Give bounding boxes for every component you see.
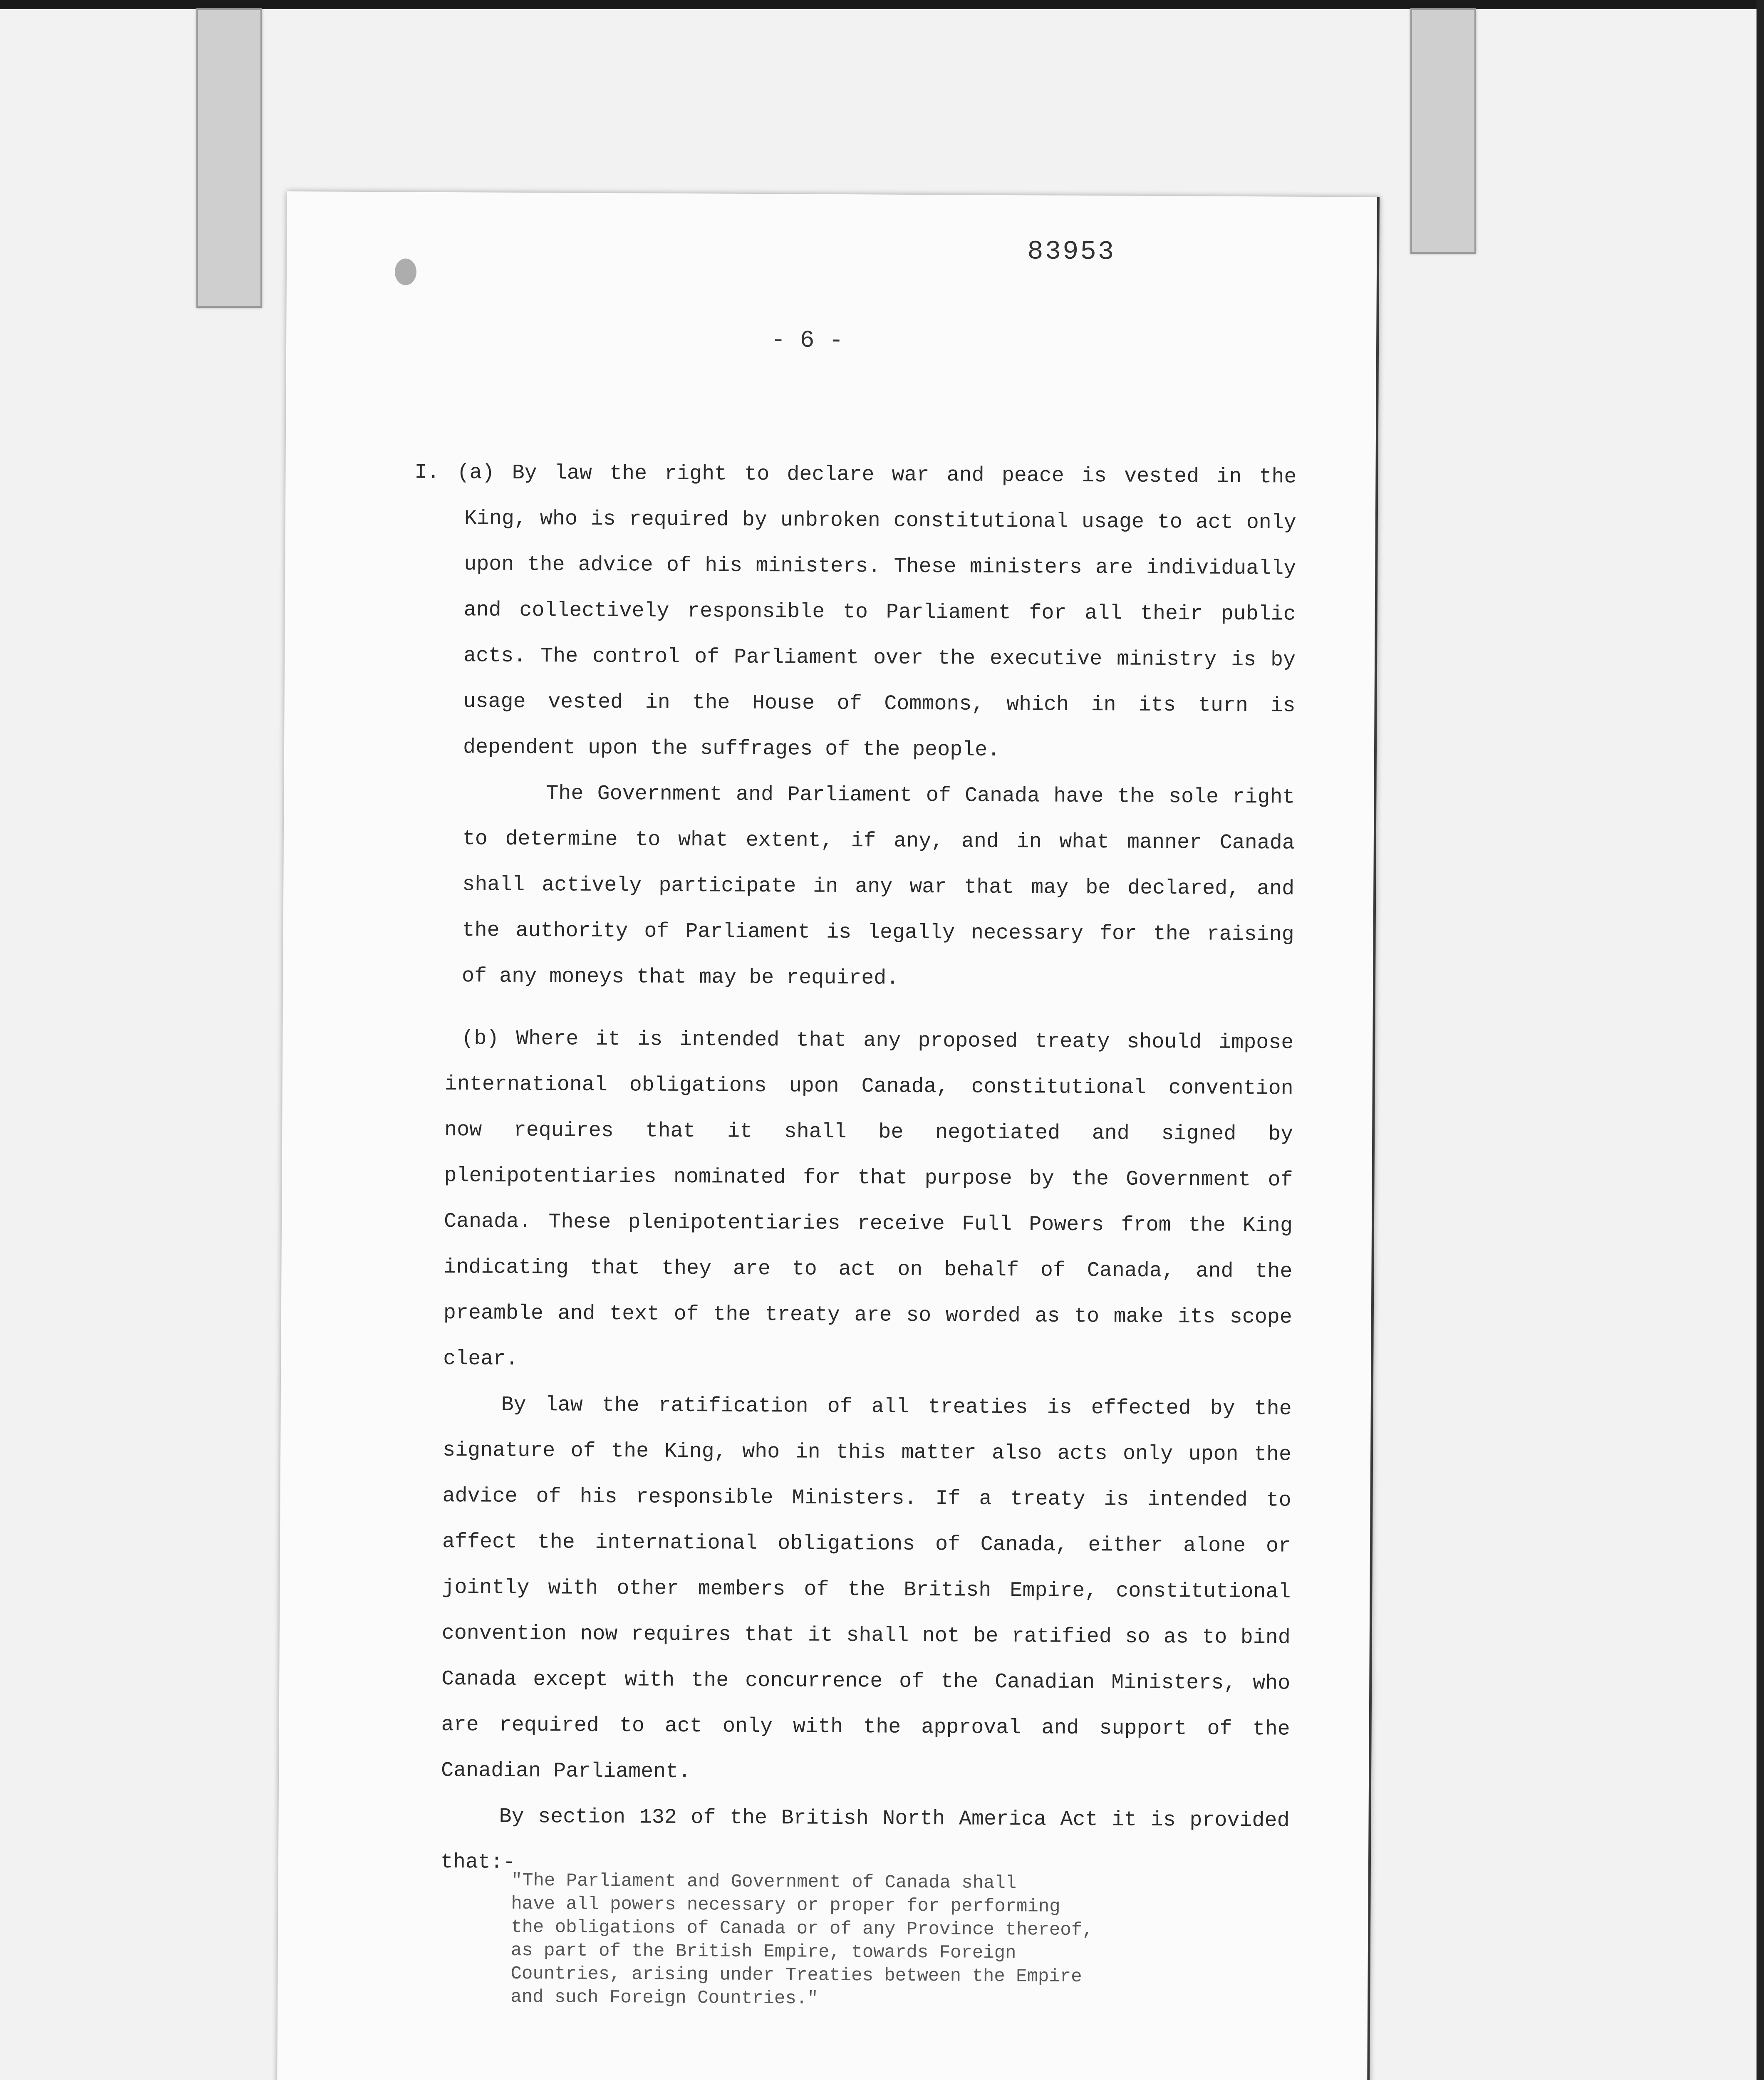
mounting-tape: [196, 8, 262, 308]
page-number: - 6 -: [771, 327, 844, 355]
mounting-tape: [1410, 8, 1476, 254]
paragraph-canada-war: The Government and Parliament of Canada have the sole right to determine to what extent, if any, and in what manner Canada shall actively participate in any war that may be declared, and the authority of Parliament is legally necessary for the raising of any moneys that may be required.: [461, 782, 1295, 990]
paragraph-1b: (b) Where it is intended that any proposed treaty should impose international obligations upon Canada, constitutional convention now requires that it shall be negotiated and signed by plenipotentiaries nominated for that purpose by the Government of Canada. These plenipotentiaries receive Full Powers from the King indicating that they are to act on behalf of Canada, and the preamble and text of the treaty are so worded as to make its scope clear.: [443, 1027, 1294, 1371]
paragraph-section-132: By section 132 of the British North America Act it is provided that:-: [440, 1805, 1290, 1874]
document-number: 83953: [1027, 237, 1116, 267]
punch-hole: [395, 258, 416, 285]
document-page: [277, 191, 1380, 2080]
block-quote: "The Parliament and Government of Canada shall have all powers necessary or proper for performing the obligations of Canada or of any Province thereof, as part of the British Empire, towards Foreign Countries, arising under Treaties between the Empire and such Foreign Countries.": [510, 1870, 1093, 2009]
film-border-top: [0, 0, 1764, 9]
document-body: [407, 450, 1297, 1890]
paragraph-1a: I. (a) By law the right to declare war and peace is vested in the King, who is required by unbroken constitutional usage to act only upon the advice of his ministers. These ministers are individually and collectively responsible to Parliament for all their public acts. The control of Parliament over the executive ministry is by usage vested in the House of Commons, which in its turn is dependent upon the suffrages of the people.: [414, 461, 1297, 762]
paragraph-ratification: By law the ratification of all treaties is effected by the signature of the King, who in this matter also acts only upon the advice of his responsible Ministers. If a treaty is intended to affect the international obligations of Canada, either alone or jointly with other members of the British Empire, constitutional convention now requires that it shall not be ratified so as to bind Canada except with the concurrence of the Canadian Ministers, who are required to act only with the approval and support of the Canadian Parliament.: [441, 1393, 1292, 1784]
film-border-right: [1757, 0, 1764, 2080]
